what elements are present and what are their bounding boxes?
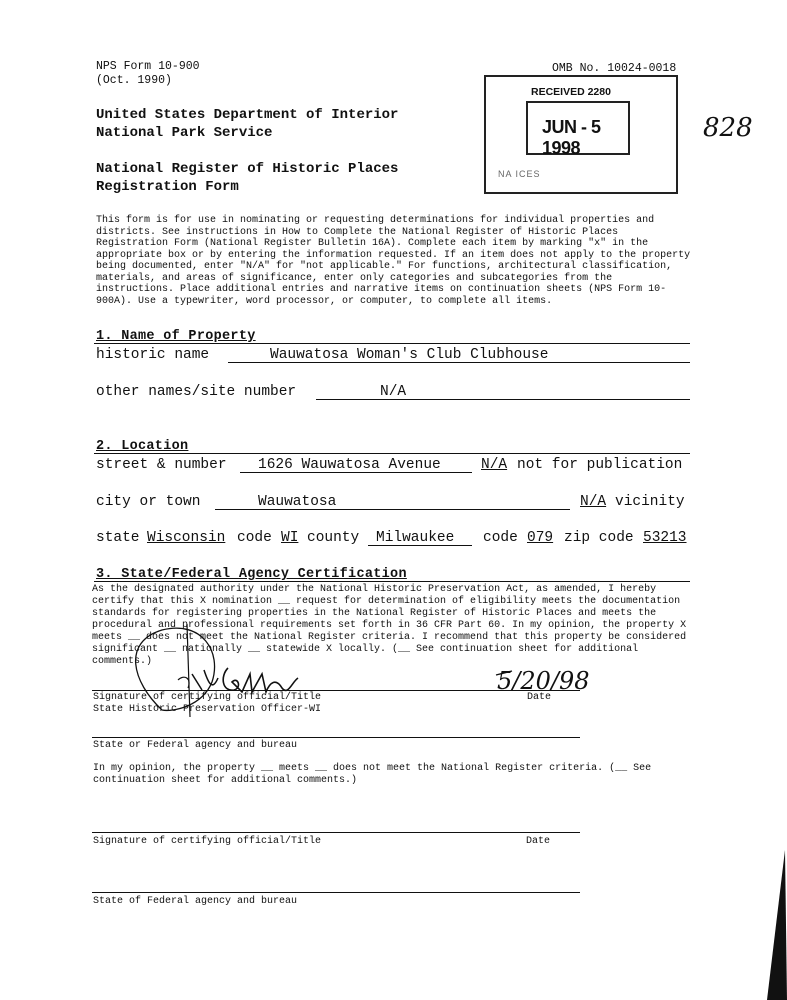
stamp-date: JUN - 5 1998 (542, 117, 601, 158)
state-label: state (96, 530, 140, 546)
street-label: street & number (96, 457, 227, 473)
city-value: Wauwatosa (258, 494, 337, 510)
vicinity-label: vicinity (615, 494, 685, 510)
register-name: National Register of Historic Places (96, 161, 399, 177)
zip-value: 53213 (643, 530, 687, 546)
historic-name-label: historic name (96, 347, 210, 363)
signature-label-2: Signature of certifying official/Title (93, 836, 322, 847)
omb-number: OMB No. 10024-0018 (552, 62, 677, 75)
stamp-office: NA ICES (498, 169, 541, 179)
stamp-received-text: RECEIVED 2280 (531, 86, 611, 98)
state-code-value: WI (281, 530, 299, 546)
county-value: Milwaukee (376, 530, 455, 546)
stamp-date-box (526, 101, 630, 158)
date-label-1: Date (527, 692, 552, 703)
department-name: United States Department of Interior (96, 107, 399, 123)
form-title: Registration Form (96, 179, 239, 195)
agency-label-1: State or Federal agency and bureau (93, 740, 298, 751)
opinion-text: In my opinion, the property __ meets __ does not meet the National Register criteria. (__ See continuation sheet for additional comments.) (93, 763, 652, 786)
agency-line-1 (92, 737, 580, 738)
other-names-label: other names/site number (96, 384, 297, 400)
form-number: NPS Form 10-900 (96, 60, 200, 73)
vicinity-value: N/A (580, 494, 607, 510)
section-1-heading: 1. Name of Property (96, 329, 256, 344)
zip-label: zip code (564, 530, 634, 546)
city-label: city or town (96, 494, 201, 510)
received-stamp (484, 75, 678, 194)
other-names-value: N/A (380, 384, 407, 400)
section-3-heading: 3. State/Federal Agency Certification (96, 567, 407, 582)
other-names-line (316, 399, 690, 400)
section-1-rule (94, 343, 690, 344)
county-label: county (307, 530, 360, 546)
county-code-label: code (483, 530, 518, 546)
street-value: 1626 Wauwatosa Avenue (258, 457, 441, 473)
handwritten-number: 828 (703, 113, 753, 143)
county-code-value: 079 (527, 530, 554, 546)
agency-label-2: State of Federal agency and bureau (93, 896, 298, 907)
official-title: State Historic Preservation Officer-WI (93, 704, 322, 715)
form-date: (Oct. 1990) (96, 74, 172, 87)
date-label-2: Date (526, 836, 551, 847)
signature-line-2 (92, 832, 580, 833)
agency-line-2 (92, 892, 580, 893)
state-value: Wisconsin (147, 530, 226, 546)
signature-label-1: Signature of certifying official/Title (93, 692, 322, 703)
scan-edge-mark (755, 850, 787, 1000)
state-code-label: code (237, 530, 272, 546)
signed-date: 5/20/98 (497, 667, 590, 695)
historic-name-value: Wauwatosa Woman's Club Clubhouse (270, 347, 549, 363)
instructions-text: This form is for use in nominating or requesting determinations for individual properties and districts. See instructions in How to Complete the National Register of Historic Places Registration Form (National Register Bulletin 16A). Complete each item by marking "x" in the appropriate box or by entering the information requested. If an item does not apply to the property being documented, enter "N/A" for "not applicable." For functions, architectural classification, materials, and areas of significance, enter only categories and subcategories from the instructions. Place additional entries and narrative items on continuation sheets (NPS Form 10-900A). Use a typewriter, word processor, or computer, to complete all items. (96, 215, 691, 307)
not-for-publication-label: not for publication (517, 457, 683, 473)
signature-line-1 (92, 690, 580, 691)
certification-text: As the designated authority under the National Historic Preservation Act, as amended, I hereby certify that this X nomination __ request for determination of eligibility meets the documentation standards for registering properties in the National Register of Historic Places and meets the procedural and professional requirements set forth in 36 CFR Part 60. In my opinion, the property X meets __ does not meet the National Register criteria. I recommend that this property be considered significant __ nationally __ statewide X locally. (__ See continuation sheet for additional comments.) (92, 584, 687, 667)
service-name: National Park Service (96, 125, 273, 141)
section-2-rule (94, 453, 690, 454)
not-for-publication-value: N/A (481, 457, 508, 473)
section-2-heading: 2. Location (96, 439, 189, 454)
section-3-rule (94, 581, 690, 582)
